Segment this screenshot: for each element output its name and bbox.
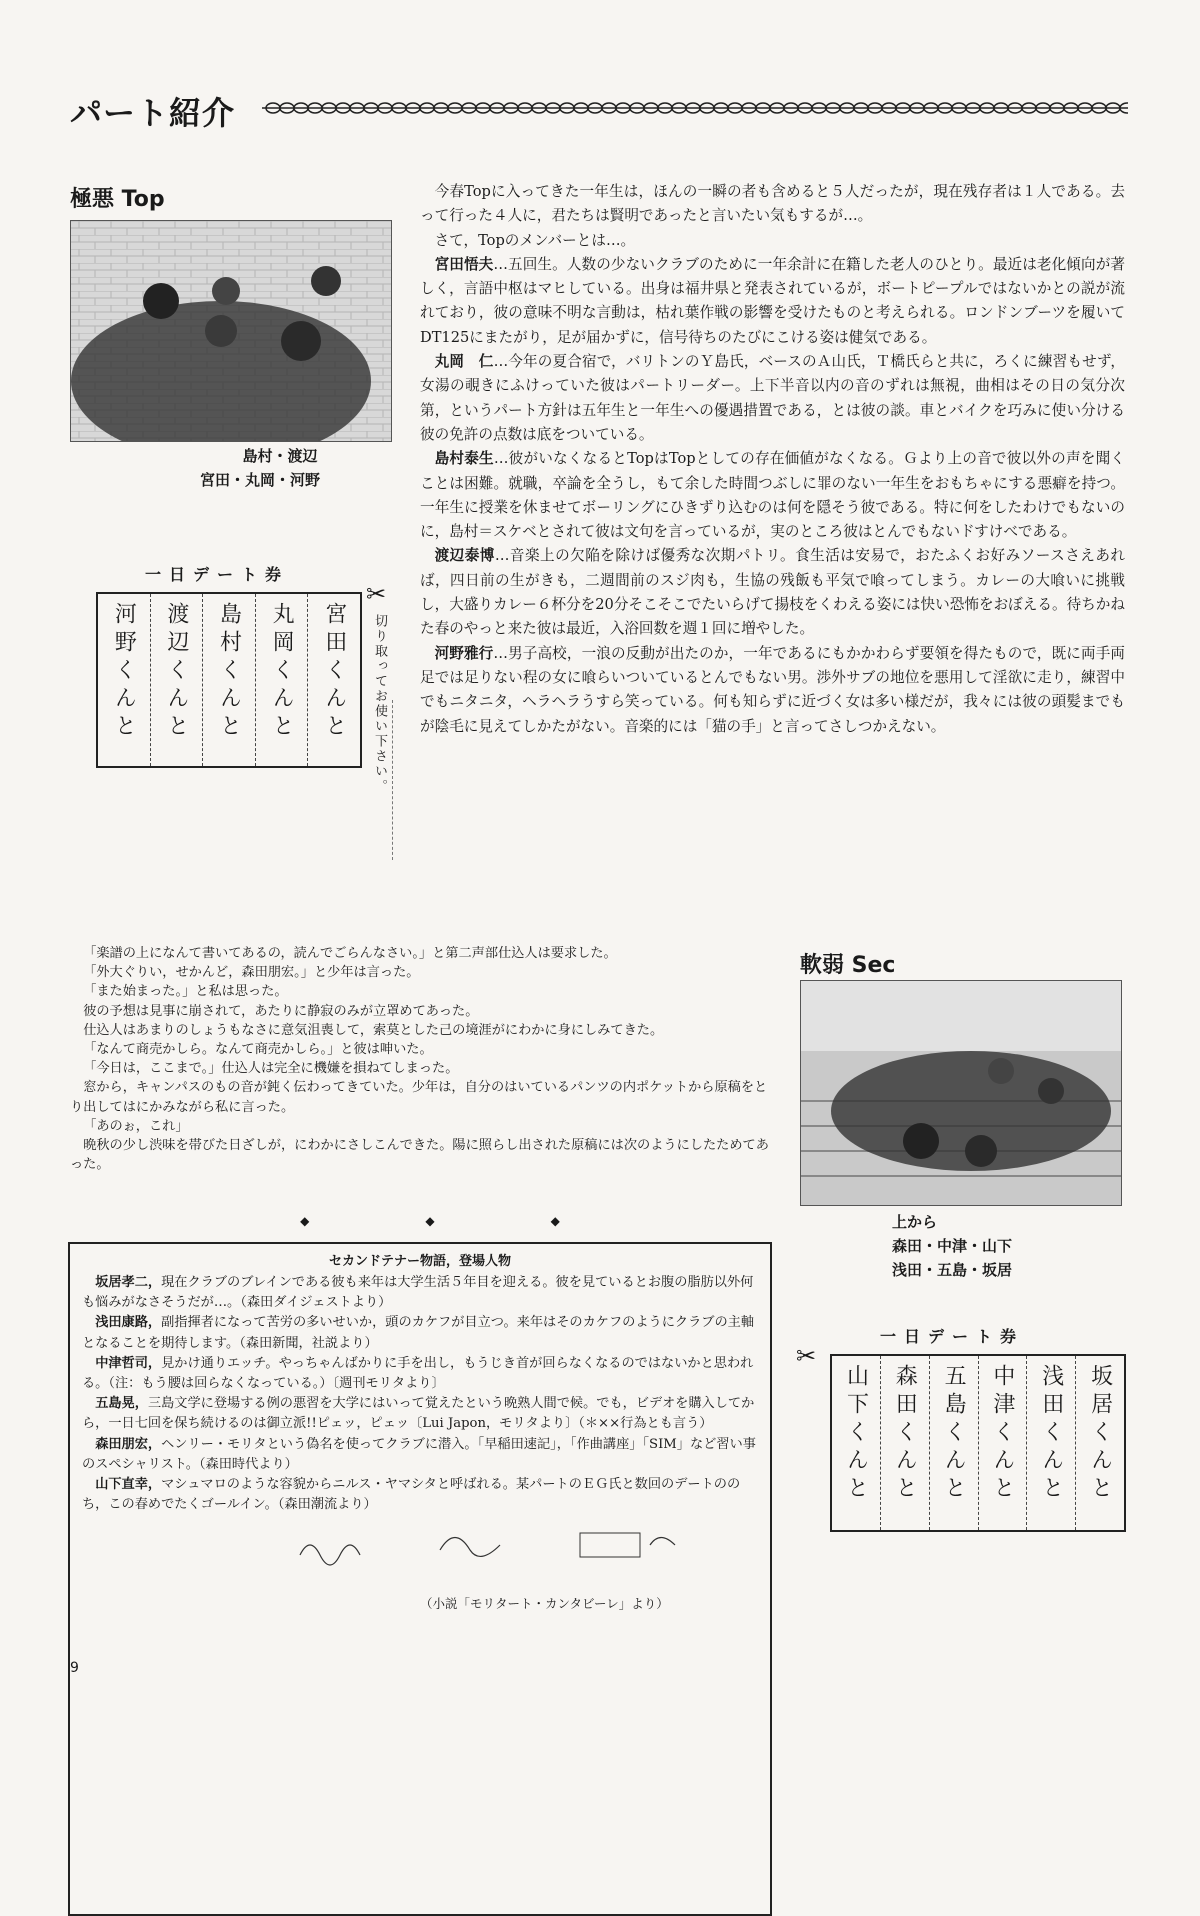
character-entry: 浅田康路，副指揮者になって苦労の多いせいか，頭のカケフが目立つ。来年はそのカケフのようにクラブの主軸となることを期待します。（森田新聞，社説より） — [82, 1315, 755, 1351]
story-line: 「楽譜の上になんて書いてあるの，読んでごらんなさい。」と第二声部仕込人は要求した。 — [83, 946, 617, 961]
scissors-icon: ✂ — [796, 1342, 817, 1370]
story-line: 「今日は，ここまで。」仕込人は完全に機嫌を損ねてしまった。 — [83, 1061, 459, 1077]
ticket-entry: 河野くんと — [111, 602, 137, 742]
top-section-title: 極悪 Top — [70, 187, 165, 212]
ticket-entry: 丸岡くんと — [255, 594, 308, 766]
scissors-icon: ✂ — [366, 580, 387, 608]
story-line: 窓から，キャンパスのもの音が鈍く伝わってきていた。少年は，自分のはいているパンツの内ポケットから原稿をとり出してはにかみながら私に言った。 — [70, 1080, 768, 1115]
member-watanabe: 渡辺泰博…音楽上の欠陥を除けば優秀な次期パトリ。食生活は安易で，おたふくお好みソースさえあれば，四日前の生がきも，二週間前のスジ肉も，生協の残飯も平気で喰ってしまう。カレーの大喰いに挑戦し，大盛りカレー６杯分を20分そこそこでたいらげて揚枝をくわえる姿には快い恐怖をおぼえる。待ちかねた春のやっと来た彼は最近，入浴回数を週１回に増やした。 — [420, 547, 1125, 638]
member-miyata: 宮田悟夫…五回生。人数の少ないクラブのために一年余計に在籍した老人のひとり。最近は老化傾向が著しく，言語中枢はマヒしている。出身は福井県と発表されているが，ボートピープルではないかとの説が流れており，彼の意味不明な言動は，枯れ葉作戦の影響を受けたものと考えられる。ロンドンブーツを履いてDT125にまたがり，足が届かずに，信号待ちのたびにこける姿は健気である。 — [420, 255, 1125, 346]
character-entry: 五島晃，三島文学に登場する例の悪習を大学にはいって覚えたという晩熟人間で候。でも，ビデオを購入してから，一日七回を保ち続けるのは御立派!!ピェッ，ピェッ〔Lui Japon，モリタより〕（＊××行為とも言う） — [82, 1396, 755, 1432]
member-kawano: 河野雅行…男子高校，一浪の反動が出たのか，一年であるにもかかわらず要領を得たもので，既に両手両足では足りない程の女に喰らいついているとんでもない男。渉外サブの地位を悪用して淫欲に走り，練習中でもニタニタ，ヘラヘラうすら笑っている。何も知らずに近づく女は多い様だが，我々には彼の頭髪までもが陰毛に見えてしかたがない。音楽的には「猫の手」と言ってさしつかえない。 — [420, 644, 1125, 735]
top-caption-line1: 島村・渡辺 — [242, 447, 318, 465]
ticket-entry: 浅田くんと — [1026, 1356, 1075, 1530]
top-group-photo — [70, 220, 392, 442]
ticket-entry: 渡辺くんと — [150, 594, 203, 766]
ticket-entry: 五島くんと — [929, 1356, 978, 1530]
sec-group-photo — [800, 980, 1122, 1206]
characters-box — [68, 1242, 772, 1916]
decorative-chain-rule — [262, 96, 1128, 120]
member-shimamura: 島村泰生…彼がいなくなるとTopはTopとしての存在価値がなくなる。Ｇより上の音で彼以外の声を聞くことは困難。就職，卒論を全うし，もて余した時間つぶしに罪のない一年生をおもちゃにする悪癖を持つ。一年生に授業を休ませてボーリングにひきずり込むのは何を隠そう彼である。特に何をしたわけでもないのに，島村＝スケベとされて彼は文句を言っているが，実のところ彼はとんでもないドすけべである。 — [420, 450, 1125, 541]
page-heading: パート紹介 — [70, 94, 236, 132]
story-line: 「あのぉ，これ」 — [83, 1118, 189, 1134]
sec-section-title: 軟弱 Sec — [800, 953, 896, 978]
ticket-entry: 中津くんと — [978, 1356, 1027, 1530]
photo-placeholder — [801, 981, 1121, 1205]
ticket-entry: 森田くんと — [880, 1356, 929, 1530]
character-entry: 山下直幸，マシュマロのような容貌からニルス・ヤマシタと呼ばれる。某パートのＥＧ氏と数回のデートののち，この春めでたくゴールイン。（森田潮流より） — [82, 1477, 741, 1513]
character-entry: 森田朋宏，ヘンリー・モリタという偽名を使ってクラブに潜入。「早稲田速記」，「作曲講座」「SIM」など習い事のスペシャリスト。（森田時代より） — [82, 1436, 756, 1472]
page-number: 9 — [70, 1660, 79, 1676]
section-divider: ◆ ◆ ◆ — [300, 1214, 580, 1228]
story-line: 「なんて商売かしら。なんて商売かしら。」と彼は呻いた。 — [83, 1042, 433, 1058]
photo-placeholder — [71, 221, 391, 441]
ticket-entry: 宮田くんと — [307, 594, 360, 766]
top-intro: 今春Topに入ってきた一年生は，ほんの一瞬の者も含めると５人だったが，現在残存者は１人である。去って行った４人に，君たちは賢明であったと言いたい気もするが…。 — [420, 183, 1125, 225]
top-caption-line2: 宮田・丸岡・河野 — [199, 471, 320, 489]
story-line: 彼の予想は見事に崩されて，あたりに静寂のみが立罩めてあった。 — [83, 1003, 479, 1019]
story-text — [70, 944, 770, 1174]
top-ticket-title: 一日デート券 — [145, 565, 290, 584]
sec-caption-line1: 上から — [892, 1213, 938, 1231]
ticket-entry: 島村くんと — [202, 594, 255, 766]
character-entry: 中津哲司，見かけ通りエッチ。やっちゃんばかりに手を出し，もうじき首が回らなくなるのではないかと思われる。（注：もう腰は回らなくなっている。）〔週刊モリタより〕 — [82, 1355, 754, 1392]
cut-line — [392, 700, 393, 860]
cut-note: 切り取ってお使い下さい。 — [372, 614, 387, 794]
sec-date-ticket — [830, 1354, 1126, 1532]
top-member-descriptions — [420, 180, 1125, 739]
characters-box-title: セカンドテナー物語，登場人物 — [328, 1254, 511, 1269]
sec-caption-line2: 森田・中津・山下 — [892, 1237, 1013, 1255]
handwritten-sketches — [280, 1515, 840, 1567]
member-maruoka: 丸岡 仁…今年の夏合宿で，バリトンのＹ島氏，ベースのＡ山氏，Ｔ橋氏らと共に，ろくに練習もせず，女湯の覗きにふけっていた彼はパートリーダー。上下半音以内の音のずれは無視，曲相はその日の気分次第，というパート方針は五年生と一年生への優遇措置である，とは彼の談。車とバイクを巧みに使い分ける彼の免許の点数は底をついている。 — [420, 353, 1125, 443]
novel-source: （小説「モリタート・カンタビーレ」より） — [420, 1596, 669, 1611]
sec-caption-line3: 浅田・五島・坂居 — [892, 1261, 1013, 1279]
sec-caption — [892, 1210, 1012, 1282]
story-line: 「外大ぐりい，せかんど，森田朋宏。」と少年は言った。 — [83, 965, 420, 981]
top-date-ticket — [96, 592, 362, 768]
story-line: 晩秋の少し渋味を帯びた日ざしが，にわかにさしこんできた。陽に照らし出された原稿には次のようにしたためてあった。 — [70, 1138, 769, 1173]
story-line: 「また始まった。」と私は思った。 — [83, 984, 288, 1000]
story-line: 仕込人はあまりのしょうもなさに意気沮喪して，索莫とした己の境涯がにわかに身にしみてきた。 — [83, 1022, 664, 1038]
character-entry: 坂居孝二，現在クラブのブレインである彼も来年は大学生活５年目を迎える。彼を見ているとお腹の脂肪以外何も悩みがなさそうだが…。（森田ダイジェストより） — [82, 1275, 754, 1311]
ticket-entry: 坂居くんと — [1075, 1356, 1124, 1530]
sec-ticket-title: 一日デート券 — [880, 1327, 1025, 1346]
ticket-entry: 山下くんと — [843, 1364, 869, 1504]
top-intro-2: さて，Topのメンバーとは…。 — [434, 231, 636, 249]
